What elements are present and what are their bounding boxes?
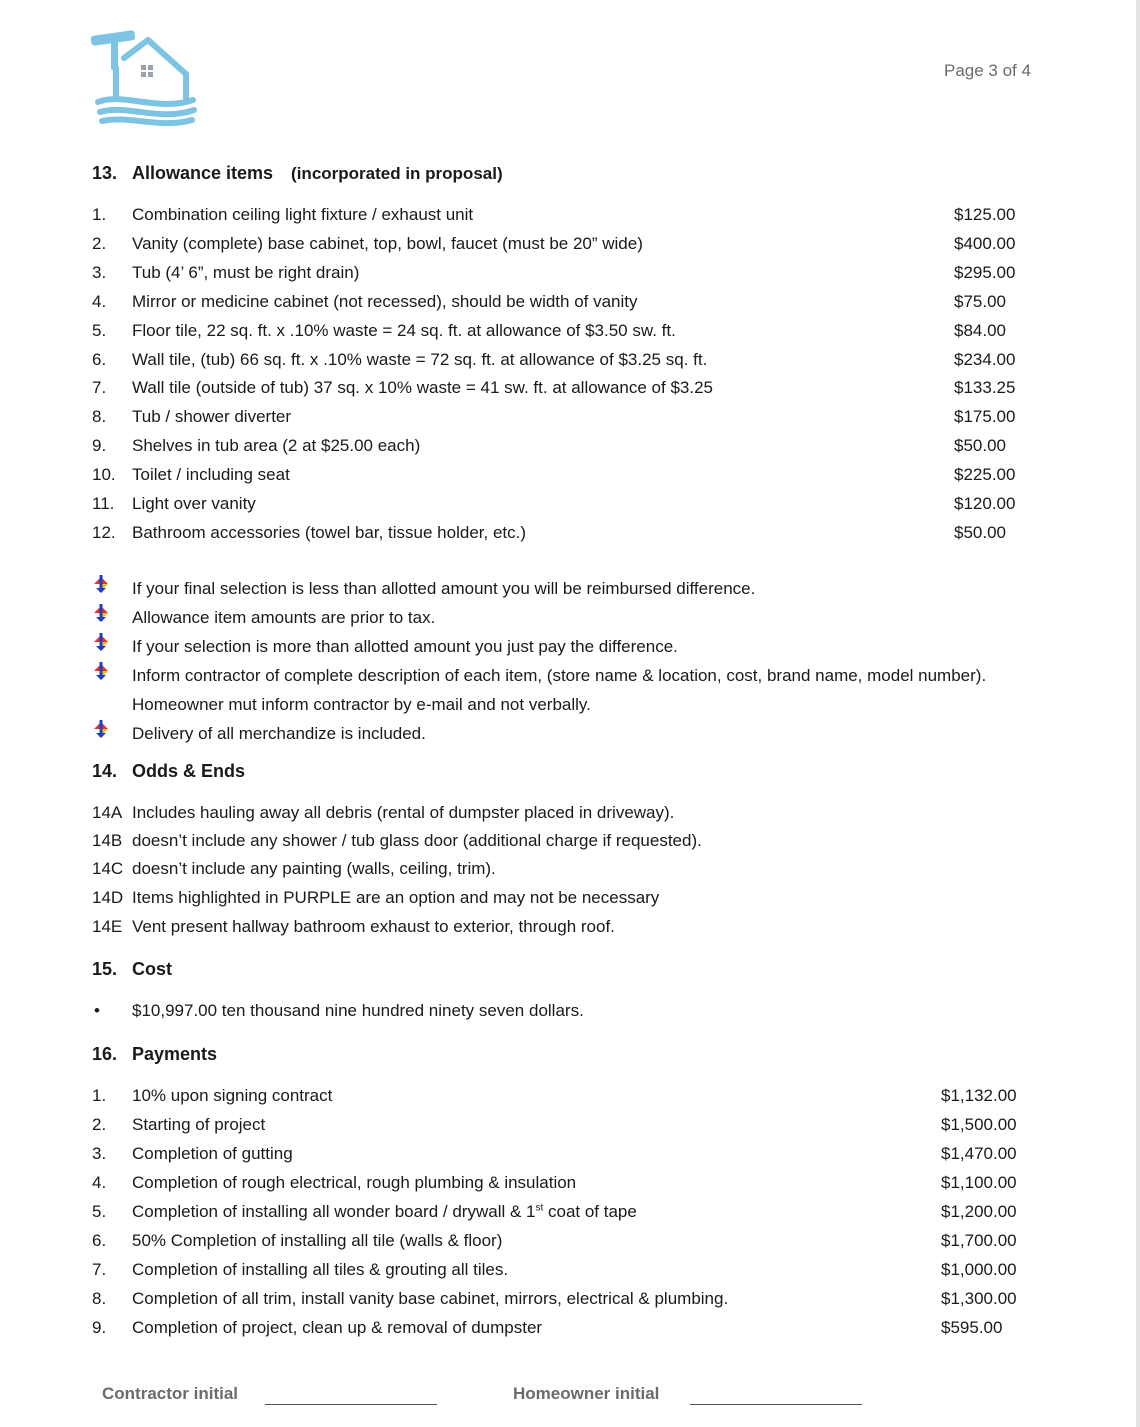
payment-row — [92, 1231, 1042, 1259]
item-amount: $50.00 — [954, 523, 1006, 542]
allowance-row — [92, 205, 1042, 233]
item-description: Starting of project — [132, 1115, 266, 1134]
item-description: Tub / shower diverter — [132, 407, 292, 426]
item-number: 8. — [92, 407, 107, 426]
homeowner-initial-label: Homeowner initial — [513, 1384, 660, 1403]
item-amount: $234.00 — [954, 350, 1016, 369]
item-amount: $1,500.00 — [941, 1115, 1017, 1134]
item-description: Wall tile (outside of tub) 37 sq. x 10% waste = 41 sw. ft. at allowance of $3.25 — [132, 378, 713, 397]
item-amount: $50.00 — [954, 436, 1006, 455]
arrow-bullet-icon — [92, 720, 110, 738]
item-description: Tub (4’ 6”, must be right drain) — [132, 263, 360, 282]
item-amount: $595.00 — [941, 1318, 1003, 1337]
section-16-heading — [92, 1044, 217, 1065]
item-amount: $120.00 — [954, 494, 1016, 513]
item-amount: $1,100.00 — [941, 1173, 1017, 1192]
item-code: 14D — [92, 888, 124, 907]
item-description: Toilet / including seat — [132, 465, 290, 484]
item-description: 50% Completion of installing all tile (walls & floor) — [132, 1231, 503, 1250]
payment-row — [92, 1202, 1042, 1230]
item-number: 3. — [92, 263, 107, 282]
section-13-heading — [92, 163, 503, 184]
payment-row — [92, 1318, 1042, 1346]
section-number: 16. — [92, 1044, 118, 1064]
item-code: 14E — [92, 917, 123, 936]
item-number: 9. — [92, 1318, 107, 1337]
item-amount: $1,470.00 — [941, 1144, 1017, 1163]
page-edge — [1136, 0, 1140, 1427]
allowance-row — [92, 523, 1042, 551]
item-number: 5. — [92, 1202, 107, 1221]
house-hammer-logo-icon — [88, 28, 203, 130]
desc-part: coat of tape — [543, 1202, 637, 1221]
allowance-row — [92, 234, 1042, 262]
item-amount: $1,200.00 — [941, 1202, 1017, 1221]
cost-text: $10,997.00 ten thousand nine hundred ninety seven dollars. — [132, 1001, 584, 1020]
allowance-row — [92, 436, 1042, 464]
allowance-row — [92, 292, 1042, 320]
item-amount: $175.00 — [954, 407, 1016, 426]
item-description: Completion of all trim, install vanity base cabinet, mirrors, electrical & plumbing. — [132, 1289, 729, 1308]
note-text: If your selection is more than allotted amount you just pay the difference. — [132, 637, 678, 656]
section-14-heading — [92, 761, 245, 782]
item-number: 8. — [92, 1289, 107, 1308]
allowance-row — [92, 263, 1042, 291]
item-text: Items highlighted in PURPLE are an option and may not be necessary — [132, 888, 660, 907]
item-description: Mirror or medicine cabinet (not recessed), should be width of vanity — [132, 292, 638, 311]
allowance-row — [92, 321, 1042, 349]
item-description: Completion of gutting — [132, 1144, 293, 1163]
item-number: 12. — [92, 523, 116, 542]
payment-row — [92, 1289, 1042, 1317]
arrow-bullet-icon — [92, 575, 110, 593]
note-text: Inform contractor of complete description of each item, (store name & location, cost, brand name, model number). Homeowner mut inform contractor by e-mail and not verbally. — [132, 666, 987, 714]
item-amount: $1,300.00 — [941, 1289, 1017, 1308]
item-amount: $84.00 — [954, 321, 1006, 340]
item-description: Wall tile, (tub) 66 sq. ft. x .10% waste = 72 sq. ft. at allowance of $3.25 sq. ft. — [132, 350, 708, 369]
item-number: 5. — [92, 321, 107, 340]
item-description: Combination ceiling light fixture / exhaust unit — [132, 205, 474, 224]
note-text: Allowance item amounts are prior to tax. — [132, 608, 436, 627]
item-amount: $225.00 — [954, 465, 1016, 484]
item-amount: $125.00 — [954, 205, 1016, 224]
item-description: Vanity (complete) base cabinet, top, bowl, faucet (must be 20” wide) — [132, 234, 643, 253]
payment-row — [92, 1144, 1042, 1172]
item-amount: $1,700.00 — [941, 1231, 1017, 1250]
item-description: Completion of installing all tiles & grouting all tiles. — [132, 1260, 509, 1279]
item-number: 6. — [92, 1231, 107, 1250]
section-15-heading — [92, 959, 172, 980]
item-description: Shelves in tub area (2 at $25.00 each) — [132, 436, 421, 455]
desc-part: Completion of installing all wonder board / drywall & 1 — [132, 1202, 536, 1221]
allowance-row — [92, 465, 1042, 493]
item-code: 14C — [92, 859, 124, 878]
item-number: 7. — [92, 1260, 107, 1279]
item-description: Bathroom accessories (towel bar, tissue holder, etc.) — [132, 523, 527, 542]
odds-ends-row — [92, 917, 1042, 945]
item-amount: $400.00 — [954, 234, 1016, 253]
contractor-initial-label: Contractor initial — [102, 1384, 239, 1403]
contractor-initial-line[interactable] — [265, 1404, 437, 1405]
section-number: 14. — [92, 761, 118, 781]
item-number: 4. — [92, 292, 107, 311]
item-amount: $133.25 — [954, 378, 1016, 397]
item-code: 14A — [92, 803, 123, 822]
arrow-bullet-icon — [92, 662, 110, 680]
payment-row — [92, 1173, 1042, 1201]
item-code: 14B — [92, 831, 123, 850]
section-number: 15. — [92, 959, 118, 979]
item-amount: $1,000.00 — [941, 1260, 1017, 1279]
item-description: 10% upon signing contract — [132, 1086, 333, 1105]
payment-row — [92, 1086, 1042, 1114]
item-number: 2. — [92, 234, 107, 253]
section-subtitle: (incorporated in proposal) — [291, 164, 503, 183]
item-number: 1. — [92, 1086, 107, 1105]
odds-ends-row — [92, 831, 1042, 859]
item-text: doesn’t include any painting (walls, ceiling, trim). — [132, 859, 496, 878]
note-text: If your final selection is less than allotted amount you will be reimbursed difference. — [132, 579, 756, 598]
allowance-row — [92, 378, 1042, 406]
item-amount: $75.00 — [954, 292, 1006, 311]
payment-row — [92, 1115, 1042, 1143]
item-number: 2. — [92, 1115, 107, 1134]
item-description — [132, 1202, 637, 1222]
item-description: Floor tile, 22 sq. ft. x .10% waste = 24 sq. ft. at allowance of $3.50 sw. ft. — [132, 321, 676, 340]
item-number: 4. — [92, 1173, 107, 1192]
item-description: Completion of rough electrical, rough plumbing & insulation — [132, 1173, 577, 1192]
item-number: 10. — [92, 465, 116, 484]
payment-row — [92, 1260, 1042, 1288]
item-description: Light over vanity — [132, 494, 256, 513]
item-number: 7. — [92, 378, 107, 397]
item-amount: $295.00 — [954, 263, 1016, 282]
section-title: Payments — [132, 1044, 218, 1064]
item-number: 1. — [92, 205, 107, 224]
arrow-bullet-icon — [92, 633, 110, 651]
arrow-bullet-icon — [92, 604, 110, 622]
section-number: 13. — [92, 163, 118, 183]
note-text: Delivery of all merchandize is included. — [132, 724, 426, 743]
homeowner-initial-line[interactable] — [690, 1404, 862, 1405]
item-text: doesn’t include any shower / tub glass door (additional charge if requested). — [132, 831, 702, 850]
item-description: Completion of project, clean up & removal of dumpster — [132, 1318, 543, 1337]
section-title: Allowance items — [132, 163, 274, 183]
allowance-row — [92, 407, 1042, 435]
section-title: Odds & Ends — [132, 761, 246, 781]
bullet-dot-icon: • — [94, 1001, 100, 1020]
odds-ends-row — [92, 859, 1042, 887]
allowance-row — [92, 494, 1042, 522]
item-text: Includes hauling away all debris (rental of dumpster placed in driveway). — [132, 803, 675, 822]
item-number: 11. — [92, 494, 115, 513]
item-text: Vent present hallway bathroom exhaust to exterior, through roof. — [132, 917, 615, 936]
ordinal-suffix: st — [535, 1202, 544, 1214]
page-indicator: Page 3 of 4 — [944, 61, 1031, 80]
item-number: 9. — [92, 436, 107, 455]
item-number: 3. — [92, 1144, 107, 1163]
cost-line — [92, 1001, 1042, 1029]
allowance-row — [92, 350, 1042, 378]
section-title: Cost — [132, 959, 172, 979]
item-number: 6. — [92, 350, 107, 369]
odds-ends-row — [92, 888, 1042, 916]
odds-ends-row — [92, 803, 1042, 831]
item-amount: $1,132.00 — [941, 1086, 1017, 1105]
